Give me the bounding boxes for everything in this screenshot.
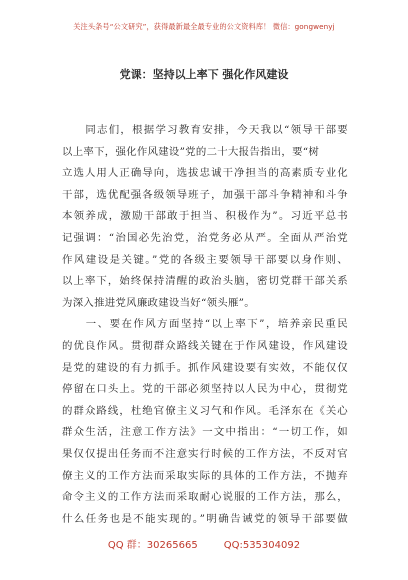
- footer-qq-group: QQ 群：30265665: [107, 540, 198, 551]
- body-line: 记强调：“治国必先治党，治党务必从严。全面从严治党: [62, 231, 348, 244]
- body-line: 立选人用人正确导向，选拔忠诚干净担当的高素质专业化: [62, 167, 348, 180]
- body-line: 干部，选优配强各级领导班子，加强干部斗争精神和斗争: [62, 188, 348, 201]
- body-line: 是党的建设的有力抓手。抓作风建设要有实效，不能仅仅: [62, 361, 348, 374]
- body-line: 停留在口头上。党的干部必须坚持以人民为中心，贯彻党: [62, 383, 348, 396]
- body-line: 命令主义的工作方法而采取耐心说服的工作方法，那么，: [62, 491, 348, 504]
- body-line: 以上率下，始终保持清醒的政治头脑，密切党群干部关系: [62, 275, 348, 288]
- body-line: 的群众路线，杜绝官僚主义习气和作风。毛泽东在《关心: [62, 404, 348, 417]
- body-line: 的优良作风。贯彻群众路线关键在于作风建设，作风建设: [62, 339, 348, 352]
- body-line: 果仅仅提出任务而不注意实行时候的工作方法，不反对官: [62, 447, 348, 460]
- footer-qq: QQ:535304092: [223, 540, 301, 551]
- body-line: 以上率下，强化作风建设”党的二十大报告指出，要“树: [62, 145, 320, 158]
- document-body: [62, 120, 348, 530]
- body-line: 什么任务也是不能实现的。”明确告诫党的领导干部要做: [62, 512, 348, 525]
- body-line: 作风建设是关键。”党的各级主要领导干部要以身作则、: [62, 253, 348, 266]
- body-line: 一、要在作风方面坚持“以上率下”，培养亲民重民: [62, 318, 348, 331]
- body-line: 本领养成，激励干部敢于担当、积极作为”。习近平总书: [62, 210, 348, 223]
- header-banner: 关注头条号“公文研究”，获得最新最全最专业的公文资料库！ 微信：gongwenyj: [73, 22, 335, 31]
- body-line: 群众生活，注意工作方法》一文中指出：“一切工作，如: [62, 426, 348, 439]
- document-title: 党课：坚持以上率下 强化作风建设: [119, 68, 289, 81]
- body-line: 僚主义的工作方法而采取实际的具体的工作方法，不抛弃: [62, 469, 348, 482]
- body-line: 同志们，根据学习教育安排，今天我以“领导干部要: [62, 124, 348, 136]
- footer-contact: [0, 536, 408, 551]
- body-line: 为深入推进党风廉政建设当好“领头雁”。: [62, 296, 255, 309]
